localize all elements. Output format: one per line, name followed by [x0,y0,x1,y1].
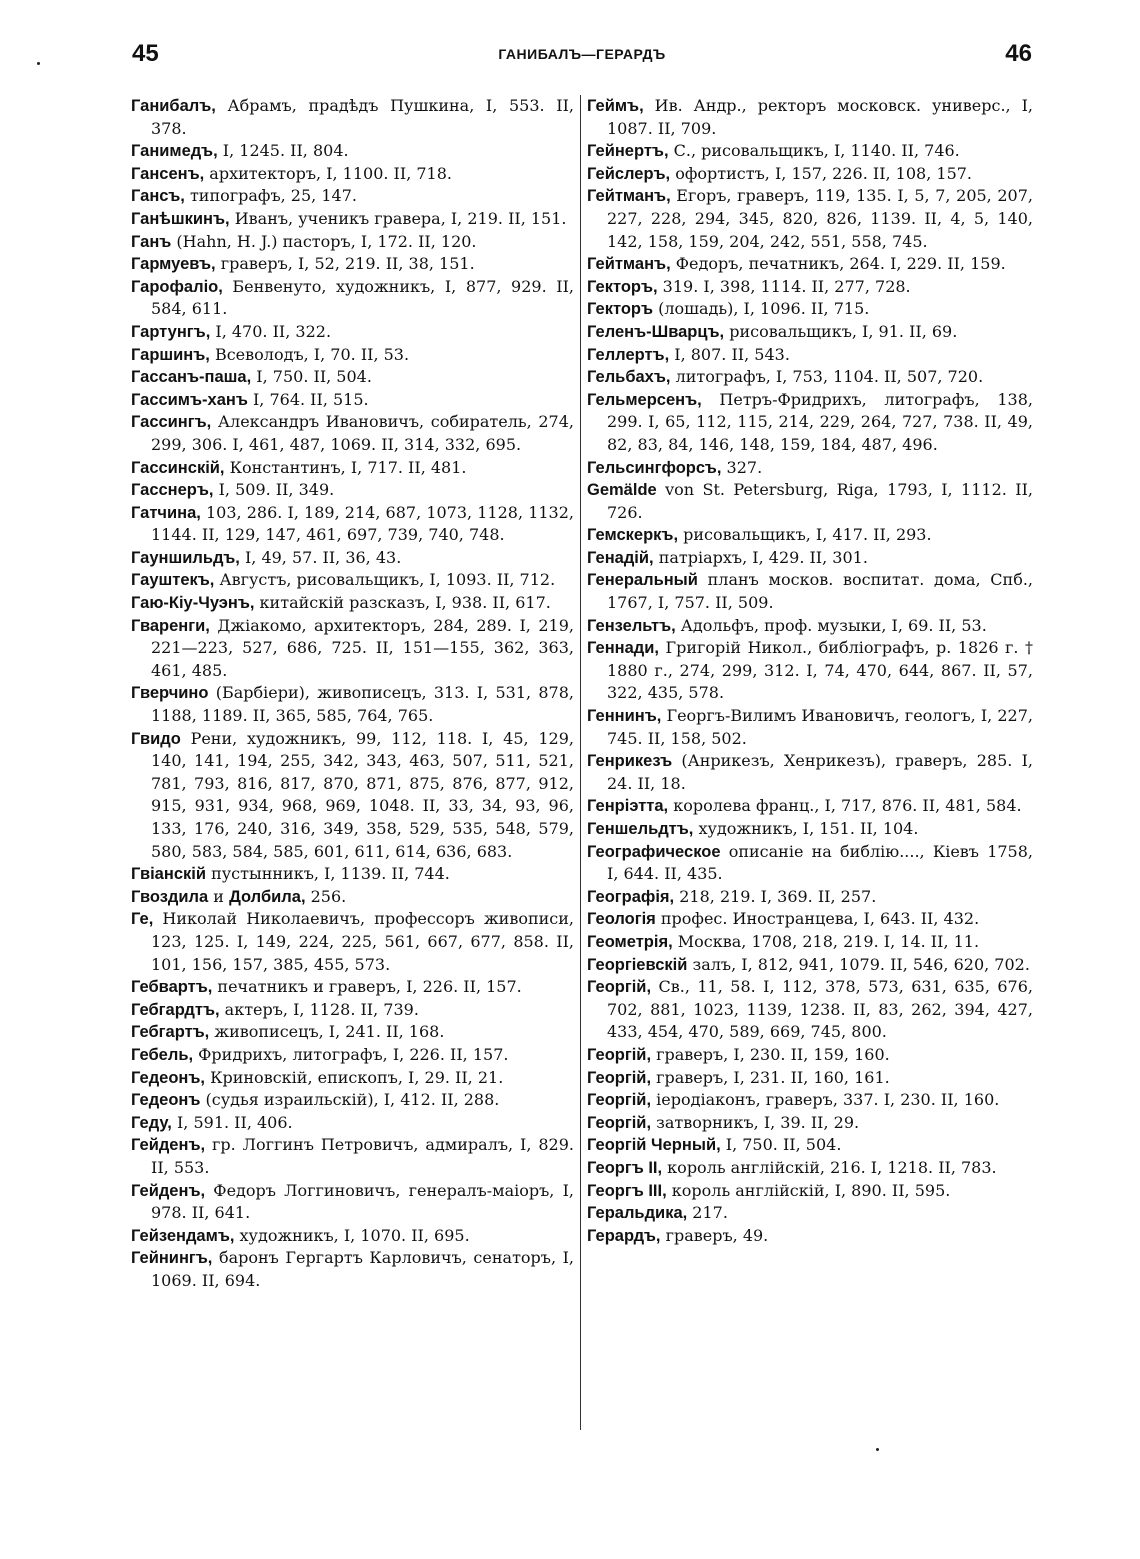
entry-references: 103, 286. I, 189, 214, 687, 1073, 1128, 1132, 1144. II, 129, 147, 461, 697, 739, 740, 748. [151,502,574,545]
index-entry [587,1180,1033,1203]
index-entry [587,908,1033,931]
entry-references: I, 764. II, 515. [247,389,369,409]
entry-term: Гваренги, [131,616,210,635]
index-entry [131,366,574,389]
entry-references: рисовальщикъ, I, 91. II, 69. [724,321,958,341]
entry-term: Геологія [587,910,656,929]
entry-references: Петръ-Фридрихъ, литографъ, 138, 299. I, 65, 112, 115, 214, 229, 264, 727, 738. II, 49, 82, 83, 84, 146, 148, 159, 184, 487, 496. [607,389,1033,454]
entry-references: Егоръ, граверъ, 119, 135. I, 5, 7, 205, 207, 227, 228, 294, 345, 820, 826, 1139. II, 4, 5, 140, 142, 158, 159, 204, 242, 551, 558, 745. [607,186,1033,251]
right-index-column [587,95,1033,1247]
index-entry [587,954,1033,977]
entry-term: Ганимедъ, [131,142,218,161]
entry-term: Ганибалъ, [131,97,216,115]
entry-term: Генрикезъ [587,752,673,771]
entry-term: Геннади, [587,639,660,658]
entry-term: Географическое [587,842,721,861]
index-entry [587,705,1033,750]
index-entry [587,1044,1033,1067]
column-divider [580,95,581,1430]
entry-term: Гарофаліо, [131,277,223,296]
entry-references: профес. Иностранцева, I, 643. II, 432. [655,909,980,929]
index-entry [131,1112,574,1135]
entry-term: Гебгартъ, [131,1023,210,1042]
entry-references: актеръ, I, 1128. II, 739. [219,999,419,1019]
entry-term: Гедеонъ, [131,1068,206,1087]
entry-term: Георгій, [587,1091,652,1110]
index-entry [131,185,574,208]
left-index-column [131,95,574,1292]
index-entry [131,231,574,254]
index-entry [131,592,574,615]
entry-references: Рени, художникъ, 99, 112, 118. I, 45, 129, 140, 141, 194, 255, 342, 343, 463, 507, 511, 521, 781, 793, 816, 817, 870, 871, 875, 876, 877, 912, 915, 931, 934, 968, 969, 1048. II, 33, 34, 93, 96, 133, 176, 240, 316, 349, 358, 529, 535, 548, 579, 580, 583, 584, 585, 601, 611, 614, 636, 683. [151,728,574,861]
entry-references: Фридрихъ, литографъ, I, 226. II, 157. [193,1044,509,1064]
entry-term: Гассингъ, [131,413,212,432]
entry-term: Гейтманъ, [587,255,671,274]
entry-term: Гасснеръ, [131,481,214,500]
entry-references: С., рисовальщикъ, I, 1140. II, 746. [668,141,960,161]
entry-term: Гвіанскій [131,865,206,884]
entry-references: 319. I, 398, 1114. II, 277, 728. [657,276,911,296]
entry-references: I, 750. II, 504. [251,367,372,387]
entry-term: Гейслеръ, [587,164,671,183]
entry-term: Генеральный [587,571,698,590]
entry-references: Николай Николаевичъ, профессоръ живописи, 123, 125. I, 149, 224, 225, 561, 667, 677, 858. II, 101, 156, 157, 385, 455, 573. [151,909,574,974]
entry-references: 218, 219. I, 369. II, 257. [674,886,877,906]
index-entry [131,999,574,1022]
index-entry [587,344,1033,367]
entry-references: Григорій Никол., библіографъ, р. 1826 г. † 1880 г., 274, 299, 312. I, 74, 470, 644, 867. II, 57, 322, 435, 578. [607,638,1033,703]
index-entry [131,276,574,321]
entry-references: (лошадь), I, 1096. II, 715. [653,299,870,319]
entry-references: (Анрикезъ, Хенрикезъ), граверъ, 285. I, 24. II, 18. [607,751,1033,793]
entry-term: Гартунгъ, [131,322,211,341]
entry-term: Гейзендамъ, [131,1226,235,1245]
entry-term: Ге, [131,910,154,929]
index-entry [131,479,574,502]
index-entry [587,569,1033,614]
entry-term: Геометрія, [587,932,673,951]
entry-references: Георгъ-Вилимъ Ивановичъ, геологъ, I, 227, 745. II, 158, 502. [607,706,1033,748]
index-entry [587,818,1033,841]
print-speck [37,62,40,65]
entry-references: печатникъ и граверъ, I, 226. II, 157. [212,977,522,997]
entry-term: Гебвартъ, [131,978,213,997]
entry-references: I, 750. II, 504. [720,1135,842,1155]
entry-term: Геленъ-Шварцъ, [587,322,725,341]
entry-references: затворникъ, I, 39. II, 29. [651,1112,860,1132]
entry-references: описаніе на библію...., Кіевъ 1758, I, 644. II, 435. [607,841,1033,884]
index-entry [131,208,574,231]
entry-references: Ив. Андр., ректоръ московск. универс., I, 1087. II, 709. [607,96,1033,138]
entry-references: Федоръ, печатникъ, 264. I, 229. II, 159. [670,254,1006,274]
index-entry [131,321,574,344]
index-entry [131,886,574,909]
entry-term: Генадій, [587,548,654,567]
entry-references: I, 591. II, 406. [171,1112,293,1132]
entry-term: Гейнингъ, [131,1249,213,1268]
entry-references: офортистъ, I, 157, 226. II, 108, 157. [670,163,973,183]
entry-references: патріархъ, I, 429. II, 301. [653,547,868,567]
entry-references: планъ москов. воспитат. дома, Спб., 1767, I, 757. II, 509. [607,570,1033,613]
index-entry [587,886,1033,909]
index-entry [131,1044,574,1067]
entry-term: Геральдика, [587,1204,688,1223]
index-entry [587,976,1033,1044]
entry-term: Гвоздила [131,887,209,906]
index-entry [131,502,574,547]
entry-references: архитекторъ, I, 1100. II, 718. [204,163,452,183]
entry-references: Августъ, рисовальщикъ, I, 1093. II, 712. [214,570,556,590]
entry-references: рисовальщикъ, I, 417. II, 293. [678,525,932,545]
entry-references: Константинъ, I, 717. II, 481. [224,457,467,477]
index-entry [587,140,1033,163]
entry-references: пустынникъ, I, 1139. II, 744. [205,864,450,884]
entry-term: Гейтманъ, [587,187,671,206]
index-entry [131,908,574,976]
entry-term: Георгій, [587,1045,652,1064]
entry-references: граверъ, I, 52, 219. II, 38, 151. [215,254,475,274]
entry-references: граверъ, 49. [660,1225,769,1245]
index-entry [587,547,1033,570]
index-entry [131,1134,574,1179]
index-entry [131,1180,574,1225]
index-entry [131,140,574,163]
entry-references: Бенвенуто, художникъ, I, 877, 929. II, 584, 611. [151,276,574,319]
entry-term: Гекторъ, [587,277,658,296]
entry-term: Георгій, [587,1113,652,1132]
entry-references: von St. Petersburg, Riga, 1793, I, 1112. II, 726. [607,480,1033,522]
index-entry [131,95,574,140]
entry-term: Генріэтта, [587,797,669,816]
index-entry [131,547,574,570]
entry-term: Гассинскій, [131,458,225,477]
index-entry [587,615,1033,638]
index-entry [131,1247,574,1292]
entry-term: Гассимъ-ханъ [131,390,248,409]
entry-references: 327. [721,457,763,477]
index-entry [587,185,1033,253]
index-entry [587,1157,1033,1180]
entry-references: I, 1245. II, 804. [217,141,349,161]
index-entry [131,253,574,276]
index-entry [587,524,1033,547]
entry-term: Гауншильдъ, [131,548,240,567]
entry-term: Географія, [587,887,675,906]
entry-term: Георгъ II, [587,1158,663,1177]
index-entry [131,1225,574,1248]
entry-references: художникъ, I, 151. II, 104. [693,819,919,838]
index-entry [587,1134,1033,1157]
entry-term: Гейнертъ, [587,142,669,161]
entry-term: Gemälde [587,481,657,500]
entry-references: Св., 11, 58. I, 112, 378, 573, 631, 635, 676, 702, 881, 1023, 1139, 1238. II, 83, 262, 394, 427, 433, 454, 470, 589, 669, 745, 800. [607,977,1033,1042]
index-entry [587,276,1033,299]
entry-term: Гансенъ, [131,164,205,183]
index-entry [587,298,1033,321]
entry-references: баронъ Гергартъ Карловичъ, сенаторъ, I, 1069. II, 694. [151,1248,574,1290]
entry-references: (Hahn, H. J.) пасторъ, I, 172. II, 120. [171,231,477,251]
running-title: ГАНИБАЛЪ—ГЕРАРДЪ [498,46,666,62]
index-entry [131,569,574,592]
entry-term: Долбила, [229,887,306,906]
index-entry [587,931,1033,954]
entry-term: Гверчино [131,684,209,703]
index-entry [131,863,574,886]
entry-term: Гармуевъ, [131,255,216,274]
entry-references: китайскій разсказъ, I, 938. II, 617. [254,593,551,613]
index-entry [587,366,1033,389]
index-entry [131,976,574,999]
entry-term: Гензельтъ, [587,616,676,635]
index-entry [131,728,574,864]
index-entry [131,344,574,367]
entry-references: граверъ, I, 230. II, 159, 160. [651,1044,890,1064]
index-entry [587,457,1033,480]
index-entry [587,841,1033,886]
entry-references: Иванъ, ученикъ гравера, I, 219. II, 151. [229,208,567,228]
entry-references: I, 470. II, 322. [210,321,332,341]
entry-term: Гельмерсенъ, [587,390,702,409]
left-page-number: 45 [132,40,159,67]
index-entry [131,389,574,412]
entry-term: Геймъ, [587,97,644,115]
entry-term: Геншельдтъ, [587,820,694,838]
entry-term: Георгъ III, [587,1181,667,1200]
entry-term: Геннинъ, [587,707,662,726]
entry-term: Гатчина, [131,503,201,522]
entry-term: Гансъ, [131,187,185,206]
entry-term: Герардъ, [587,1226,661,1245]
entry-term: Георгій, [587,1068,652,1087]
entry-term: Гассанъ-паша, [131,368,252,387]
index-entry [587,795,1033,818]
index-entry [587,1202,1033,1225]
entry-references: (судья израильскій), I, 412. II, 288. [200,1090,500,1110]
index-entry [131,457,574,480]
entry-references: іеродіаконъ, граверъ, 337. I, 230. II, 160. [651,1090,1000,1110]
index-entry [131,1021,574,1044]
entry-term: Гельсингфорсъ, [587,458,722,477]
entry-term: Гебгардтъ, [131,1000,220,1019]
index-entry [587,389,1033,457]
entry-references: 217. [687,1203,728,1223]
index-entry [587,321,1033,344]
entry-references: Федоръ Логгиновичъ, генералъ-маіоръ, I, 978. II, 641. [151,1180,574,1223]
entry-references: (Барбіери), живописецъ, 313. I, 531, 878, 1188, 1189. II, 365, 585, 764, 765. [151,683,574,726]
entry-references: граверъ, I, 231. II, 160, 161. [651,1067,890,1087]
index-entry [587,95,1033,140]
print-speck [876,1448,879,1451]
right-page-number: 46 [1005,40,1032,67]
entry-term: Гауштекъ, [131,571,215,590]
entry-term: Гебель, [131,1045,194,1064]
entry-term: Георгій Черный, [587,1136,721,1155]
entry-references: залъ, I, 812, 941, 1079. II, 546, 620, 702. [687,954,1030,974]
entry-term: Геду, [131,1113,172,1132]
entry-term: Гаршинъ, [131,345,210,364]
entry-term: Гельбахъ, [587,368,671,387]
index-entry [131,615,574,683]
index-entry [131,163,574,186]
entry-term: Гекторъ [587,300,653,319]
entry-references: гр. Логгинъ Петровичъ, адмиралъ, I, 829. II, 553. [151,1135,574,1177]
entry-term: Гейденъ, [131,1181,206,1200]
entry-term: Георгій, [587,978,652,997]
entry-references: Александръ Ивановичъ, собиратель, 274, 299, 306. I, 461, 487, 1069. II, 314, 332, 695. [151,412,574,454]
entry-references: Всеволодъ, I, 70. II, 53. [209,344,410,364]
page-header [132,40,1032,74]
index-entry [131,1089,574,1112]
entry-references: типографъ, 25, 147. [184,186,357,206]
index-entry [131,411,574,456]
entry-references: художникъ, I, 1070. II, 695. [234,1225,470,1245]
entry-references: I, 807. II, 543. [669,344,790,364]
entry-term: Гаю-Кіу-Чуэнъ, [131,594,255,613]
index-entry [587,637,1033,705]
entry-term: Георгіевскій [587,955,688,974]
entry-references: литографъ, I, 753, 1104. II, 507, 720. [670,367,984,387]
index-entry [587,1067,1033,1090]
index-entry [587,1225,1033,1248]
entry-term: Ганъ [131,232,172,251]
entry-references: королева франц., I, 717, 876. II, 481, 584. [668,796,1022,816]
entry-term: Гемскеркъ, [587,526,679,545]
entry-term: Геллертъ, [587,345,670,364]
entry-references: и [208,886,230,906]
entry-references: Джіакомо, архитекторъ, 284, 289. I, 219, 221—223, 527, 686, 725. II, 151—155, 362, 363, 461, 485. [151,615,574,680]
index-entry [587,253,1033,276]
entry-references: король англійскій, 216. I, 1218. II, 783. [662,1157,997,1177]
entry-references: 256. [305,886,347,906]
entry-references: Абрамъ, прадѣдъ Пушкина, I, 553. II, 378. [151,96,574,138]
entry-term: Гейденъ, [131,1136,206,1155]
entry-references: I, 509. II, 349. [213,480,335,500]
index-entry [131,682,574,727]
entry-term: Гвидо [131,729,181,748]
entry-term: Гедеонъ [131,1091,201,1110]
index-entry [131,1067,574,1090]
index-entry [587,479,1033,524]
index-entry [587,1089,1033,1112]
entry-references: Адольфъ, проф. музыки, I, 69. II, 53. [675,615,987,635]
entry-references: король англійскій, I, 890. II, 595. [666,1180,951,1200]
entry-term: Ганѣшкинъ, [131,209,230,228]
index-entry [587,163,1033,186]
entry-references: Москва, 1708, 218, 219. I, 14. II, 11. [672,931,980,951]
index-entry [587,1112,1033,1135]
entry-references: Криновскій, епископъ, I, 29. II, 21. [205,1067,504,1087]
entry-references: живописецъ, I, 241. II, 168. [209,1022,445,1042]
entry-references: I, 49, 57. II, 36, 43. [239,547,402,567]
index-entry [587,750,1033,795]
